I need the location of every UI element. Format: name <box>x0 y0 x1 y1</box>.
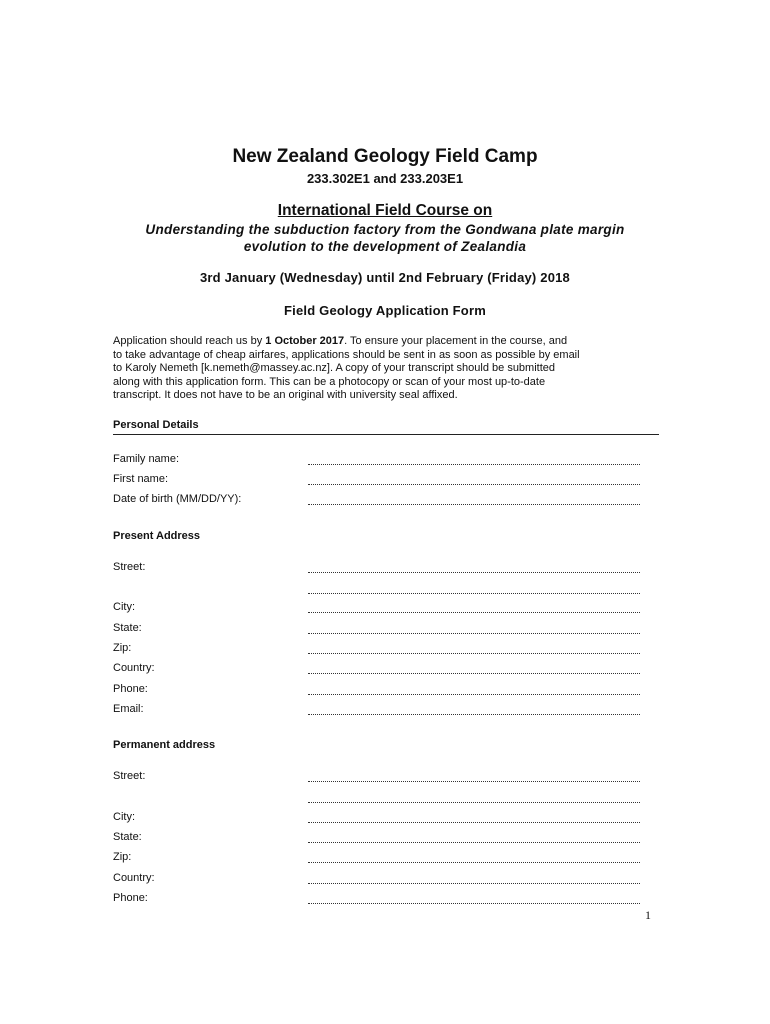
present-state-label: State: <box>113 622 142 634</box>
present-street-field-2[interactable] <box>308 592 640 594</box>
present-zip-field[interactable] <box>308 652 640 654</box>
first-name-label: First name: <box>113 473 169 485</box>
present-email-field[interactable] <box>308 713 640 715</box>
form-title: Field Geology Application Form <box>284 303 486 318</box>
intro-paragraph <box>113 335 653 403</box>
course-heading: International Field Course on <box>277 202 493 219</box>
present-city-label: City: <box>113 601 135 613</box>
course-dates: 3rd January (Wednesday) until 2nd February (Friday) 2018 <box>199 270 570 285</box>
subtitle-line-1: Understanding the subduction factory from the Gondwana plate margin <box>145 222 625 237</box>
page-number: 1 <box>645 908 651 922</box>
family-name-label: Family name: <box>113 453 180 465</box>
permanent-zip-field[interactable] <box>308 861 640 863</box>
present-city-field[interactable] <box>308 611 640 613</box>
subtitle-line-2: evolution to the development of Zealandia <box>243 239 527 254</box>
permanent-zip-label: Zip: <box>113 851 132 863</box>
permanent-state-field[interactable] <box>308 841 640 843</box>
intro-line-3: to Karoly Nemeth [k.nemeth@massey.ac.nz]. A copy of your transcript should be submitted <box>113 362 556 374</box>
permanent-country-label: Country: <box>113 872 155 884</box>
permanent-city-field[interactable] <box>308 821 640 823</box>
permanent-street-field-2[interactable] <box>308 801 640 803</box>
dob-field[interactable] <box>308 503 640 505</box>
intro-line-5: transcript. It does not have to be an original with university seal affixed. <box>113 389 458 401</box>
permanent-state-label: State: <box>113 831 142 843</box>
permanent-country-field[interactable] <box>308 882 640 884</box>
present-street-field-1[interactable] <box>308 571 640 573</box>
intro-line-1 <box>113 335 653 349</box>
permanent-street-label: Street: <box>113 770 146 782</box>
present-phone-label: Phone: <box>113 683 148 695</box>
intro-line-1-pre: Application should reach us by <box>113 335 266 347</box>
personal-details-heading: Personal Details <box>113 419 199 431</box>
permanent-phone-field[interactable] <box>308 902 640 904</box>
page-title: New Zealand Geology Field Camp <box>232 146 538 167</box>
present-address-heading: Present Address <box>113 530 201 542</box>
present-email-label: Email: <box>113 703 144 715</box>
family-name-field[interactable] <box>308 463 640 465</box>
intro-line-4: along with this application form. This can be a photocopy or scan of your most up-to-date <box>113 375 546 388</box>
permanent-city-label: City: <box>113 811 135 823</box>
course-codes: 233.302E1 and 233.203E1 <box>306 171 464 186</box>
section-divider <box>113 434 659 435</box>
permanent-street-field-1[interactable] <box>308 780 640 782</box>
present-zip-label: Zip: <box>113 642 132 654</box>
present-street-label: Street: <box>113 561 146 573</box>
first-name-field[interactable] <box>308 483 640 485</box>
present-phone-field[interactable] <box>308 693 640 695</box>
deadline-date: 1 October 2017 <box>265 335 345 347</box>
present-state-field[interactable] <box>308 632 640 634</box>
intro-line-1-post: . To ensure your placement in the course, and <box>344 335 568 347</box>
present-country-label: Country: <box>113 662 155 674</box>
permanent-phone-label: Phone: <box>113 892 148 904</box>
dob-label: Date of birth (MM/DD/YY): <box>113 493 242 505</box>
permanent-address-heading: Permanent address <box>113 739 216 751</box>
present-country-field[interactable] <box>308 672 640 674</box>
course-subtitle <box>0 221 770 255</box>
intro-line-2: to take advantage of cheap airfares, applications should be sent in as soon as possible by email <box>113 348 580 361</box>
